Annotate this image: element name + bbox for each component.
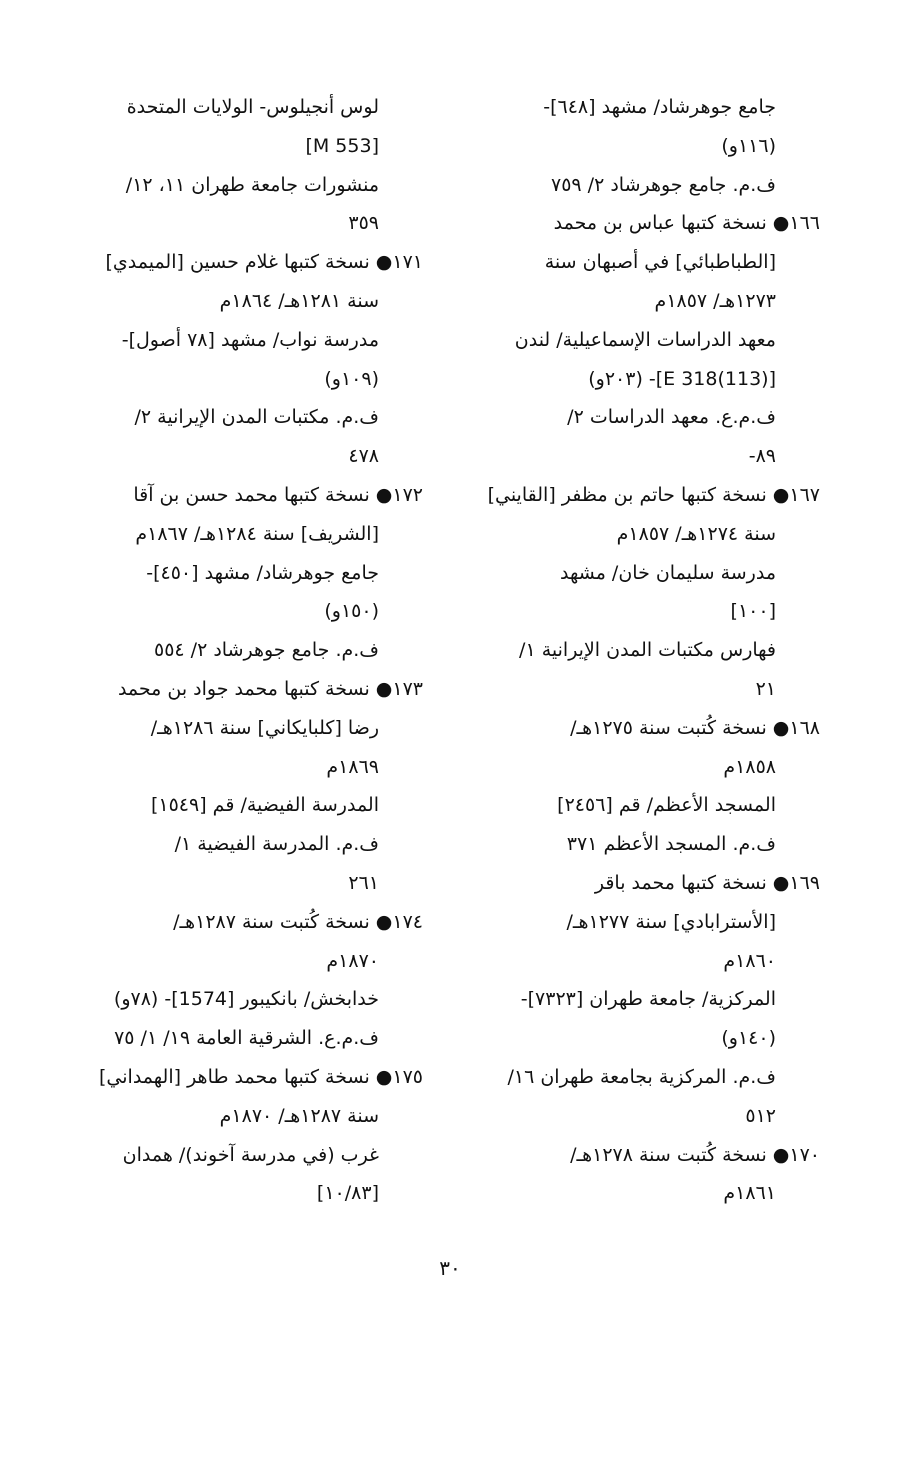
entry-line: (١١٦و) xyxy=(721,134,776,157)
left-column xyxy=(78,88,423,1213)
entry-line: ٥١٢ xyxy=(745,1104,776,1127)
entry-line: (١٤٠و) xyxy=(721,1027,776,1050)
entry-line: ف.م. مكتبات المدن الإيرانية ٢/ xyxy=(134,406,379,429)
entry-line: فهارس مكتبات المدن الإيرانية ١/ xyxy=(519,639,776,662)
entry-line: لوس أنجيلوس- الولايات المتحدة xyxy=(126,96,379,118)
entry-line: ١٨٦١م xyxy=(723,1182,776,1205)
entry-heading: ١٧٥● نسخة كتبها محمد طاهر [الهمداني] xyxy=(99,1065,423,1088)
entry-line: ف.م. المسجد الأعظم ٣٧١ xyxy=(566,833,776,856)
entry-heading: ١٧٢● نسخة كتبها محمد حسن بن آقا xyxy=(133,483,423,506)
entry-heading: ١٦٧● نسخة كتبها حاتم بن مظفر [القايني] xyxy=(487,483,820,506)
entry-line: ١٢٧٣هـ/ ١٨٥٧م xyxy=(654,289,776,312)
entry-line: ف.م.ع. معهد الدراسات ٢/ xyxy=(567,406,776,429)
entry-line: خدابخش/ بانكيبور [1574]- (٧٨و) xyxy=(113,988,379,1011)
entry-line: ف.م. المدرسة الفيضية ١/ xyxy=(174,833,379,856)
entry-line: [١٠٠] xyxy=(730,600,776,623)
right-column xyxy=(470,88,820,1213)
entry-line: رضا [كلبايكاني] سنة ١٢٨٦هـ/ xyxy=(150,716,379,739)
entry-line: ٣٥٩ xyxy=(348,212,379,235)
entry-line: ف.م. جامع جوهرشاد ٢/ ٥٥٤ xyxy=(153,639,379,662)
entry-line: ٤٧٨ xyxy=(348,445,379,468)
entry-line: سنة ١٢٨١هـ/ ١٨٦٤م xyxy=(219,289,379,312)
entry-heading: ١٦٩● نسخة كتبها محمد باقر xyxy=(594,871,820,894)
entry-heading: ١٧٠● نسخة كُتبت سنة ١٢٧٨هـ/ xyxy=(570,1143,820,1166)
entry-line: [١٠/٨٣] xyxy=(316,1182,379,1205)
entry-line: ٢٦١ xyxy=(348,871,379,894)
entry-line: (١٠٩و) xyxy=(324,367,379,390)
entry-line: ٨٩- xyxy=(748,445,776,468)
entry-heading: ١٦٨● نسخة كُتبت سنة ١٢٧٥هـ/ xyxy=(570,716,820,739)
entry-line: [(113)E 318]- (٢٠٣و) xyxy=(588,367,776,390)
entry-line: ١٨٧٠م xyxy=(326,949,379,972)
entry-heading: ١٧٤● نسخة كُتبت سنة ١٢٨٧هـ/ xyxy=(173,910,423,933)
entry-line: ١٨٦٠م xyxy=(723,949,776,972)
entry-line: ١٨٥٨م xyxy=(723,755,776,778)
entry-line: جامع جوهرشاد/ مشهد [٦٤٨]- xyxy=(543,96,776,118)
entry-line: سنة ١٢٨٧هـ/ ١٨٧٠م xyxy=(219,1104,379,1127)
entry-line: مدرسة نواب/ مشهد [٧٨ أصول]- xyxy=(121,328,379,351)
entry-line: ١٨٦٩م xyxy=(326,755,379,778)
entry-line: مدرسة سليمان خان/ مشهد xyxy=(560,561,776,584)
entry-heading: ١٧١● نسخة كتبها غلام حسين [الميمدي] xyxy=(105,251,423,274)
entry-line: [الشريف] سنة ١٢٨٤هـ/ ١٨٦٧م xyxy=(135,522,379,545)
entry-line: ٢١ xyxy=(755,677,776,700)
entry-heading: ١٦٦● نسخة كتبها عباس بن محمد xyxy=(553,212,820,235)
entry-line: ف.م.ع. الشرقية العامة ١٩/ ١/ ٧٥ xyxy=(114,1027,379,1050)
entry-line: المسجد الأعظم/ قم [٢٤٥٦] xyxy=(557,794,776,817)
entry-heading: ١٧٣● نسخة كتبها محمد جواد بن محمد xyxy=(117,677,423,700)
entry-line: سنة ١٢٧٤هـ/ ١٨٥٧م xyxy=(616,522,776,545)
entry-line: المدرسة الفيضية/ قم [١٥٤٩] xyxy=(150,794,379,817)
entry-line: [الطباطبائي] في أصبهان سنة xyxy=(544,251,776,274)
entry-line: غرب (في مدرسة آخوند)/ همدان xyxy=(122,1143,379,1166)
entry-line: منشورات جامعة طهران ١١، ١٢/ xyxy=(125,173,379,196)
entry-line: المركزية/ جامعة طهران [٧٣٢٣]- xyxy=(520,988,776,1011)
entry-line: [M 553] xyxy=(305,134,379,157)
entry-line: [الأسترابادي] سنة ١٢٧٧هـ/ xyxy=(566,910,776,933)
entry-line: معهد الدراسات الإسماعيلية/ لندن xyxy=(514,328,776,351)
entry-line: ف.م. المركزية بجامعة طهران ١٦/ xyxy=(507,1065,776,1088)
entry-line: جامع جوهرشاد/ مشهد [٤٥٠]- xyxy=(146,561,379,584)
entry-line: (١٥٠و) xyxy=(324,600,379,623)
page-number: ٣٠ xyxy=(439,1256,461,1280)
entry-line: ف.م. جامع جوهرشاد ٢/ ٧٥٩ xyxy=(550,173,776,196)
